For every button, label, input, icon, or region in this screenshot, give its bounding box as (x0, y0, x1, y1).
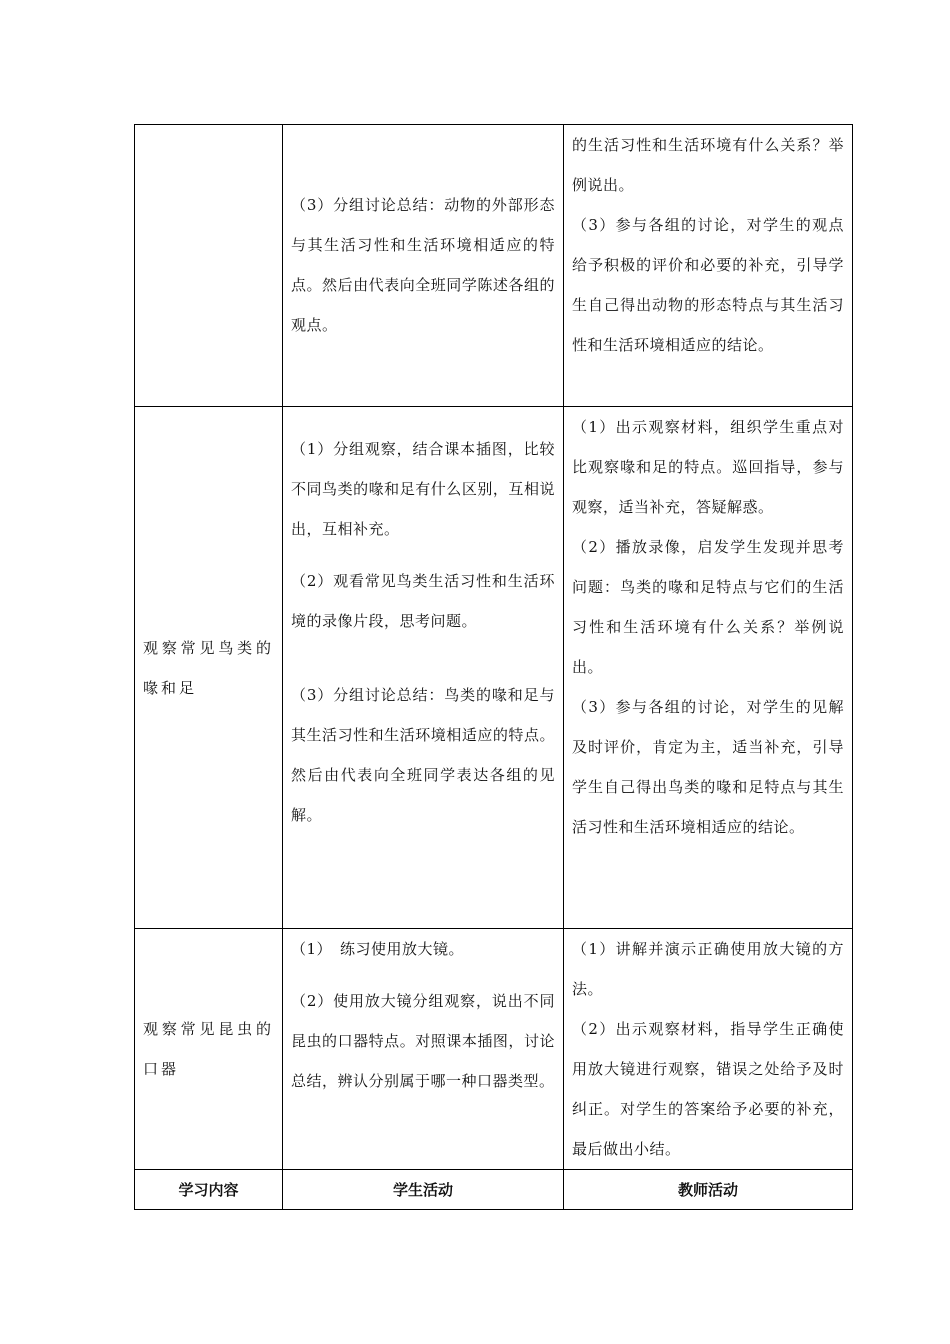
header-student-activity: 学生活动 (283, 1170, 564, 1210)
content-label: 观察常见鸟类的喙和足 (143, 638, 274, 697)
student-activity-cell (283, 125, 564, 407)
teacher-step-2: （2）播放录像，启发学生发现并思考问题：鸟类的喙和足特点与它们的生活习性和生活环境有什么关系？举例说出。 (572, 538, 844, 676)
teacher-step-1: （1）出示观察材料，组织学生重点对比观察喙和足的特点。巡回指导，参与观察，适当补充，答疑解惑。 (572, 418, 844, 516)
content-label: 观察常见昆虫的口器 (143, 1020, 274, 1078)
teacher-step-continued: 的生活习性和生活环境有什么关系？举例说出。 (572, 136, 844, 194)
student-step-1: （1）分组观察，结合课本插图，比较不同鸟类的喙和足有什么区别，互相说出，互相补充。 (291, 440, 555, 538)
content-cell (135, 929, 283, 1170)
header-content: 学习内容 (135, 1170, 283, 1210)
student-step-1: （1） 练习使用放大镜。 (291, 940, 465, 958)
teacher-activity-cell (564, 125, 853, 407)
student-activity-cell (283, 407, 564, 929)
teacher-step-3: （3）参与各组的讨论，对学生的观点给予积极的评价和必要的补充，引导学生自己得出动物的形态特点与其生活习性和生活环境相适应的结论。 (572, 216, 844, 354)
content-cell (135, 125, 283, 407)
teacher-step-2: （2）出示观察材料，指导学生正确使用放大镜进行观察，错误之处给予及时纠正。对学生的答案给予必要的补充，最后做出小结。 (572, 1020, 844, 1158)
header-teacher-activity: 教师活动 (564, 1170, 853, 1210)
student-step-3: （3）分组讨论总结：动物的外部形态与其生活习性和生活环境相适应的特点。然后由代表向全班同学陈述各组的观点。 (291, 196, 555, 334)
student-step-2: （2）观看常见鸟类生活习性和生活环境的录像片段，思考问题。 (291, 572, 555, 630)
teacher-step-1: （1）讲解并演示正确使用放大镜的方法。 (572, 940, 844, 998)
table-row (135, 407, 853, 929)
teacher-step-3: （3）参与各组的讨论，对学生的见解及时评价，肯定为主，适当补充，引导学生自己得出鸟类的喙和足特点与其生活习性和生活环境相适应的结论。 (572, 698, 844, 836)
teacher-activity-cell (564, 929, 853, 1170)
teacher-activity-cell (564, 407, 853, 929)
lesson-table (134, 124, 853, 1210)
content-cell (135, 407, 283, 929)
table-header-row (135, 1170, 853, 1210)
student-step-3: （3）分组讨论总结：鸟类的喙和足与其生活习性和生活环境相适应的特点。然后由代表向全班同学表达各组的见解。 (291, 686, 555, 824)
table-row (135, 125, 853, 407)
student-step-2: （2）使用放大镜分组观察，说出不同昆虫的口器特点。对照课本插图，讨论总结，辨认分别属于哪一种口器类型。 (291, 992, 555, 1090)
student-activity-cell (283, 929, 564, 1170)
table-row (135, 929, 853, 1170)
